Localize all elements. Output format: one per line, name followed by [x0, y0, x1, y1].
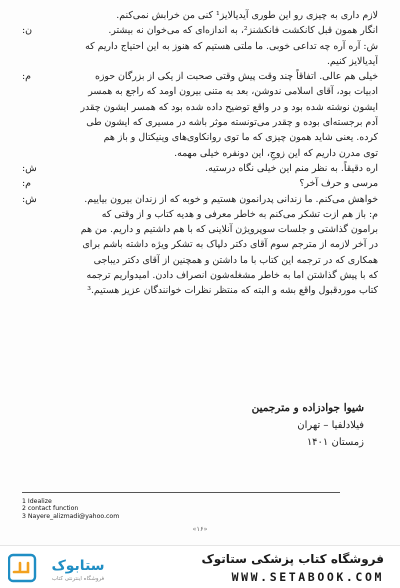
- setabook-logo-icon: [8, 552, 120, 584]
- text-line: خیلی هم عالی. اتفاقاً چند وقت پیش وقتی صحبت از یکی از بزرگان حوزه: [94, 71, 378, 83]
- signature-block: [164, 400, 364, 451]
- footnote-divider: [22, 492, 340, 493]
- page-number: «۱۶»: [192, 525, 208, 533]
- logo-tagline: فروشگاه اینترنتی کتاب: [51, 576, 105, 582]
- footnotes: [22, 498, 222, 520]
- speaker-label: ش:: [22, 193, 37, 205]
- text-line: اره دقیقاً. به نظر منم این خیلی نگاه درستیه.: [205, 162, 378, 174]
- dialogue-text: [22, 8, 378, 299]
- text-line: همکاری که در ترجمه این کتاب با ما داشتن و همچنین از آقای دکتر دیباجی: [93, 254, 378, 266]
- setabook-logo[interactable]: [8, 552, 120, 584]
- dialogue-paragraph: [22, 8, 378, 23]
- text-line: که با پیش گذاشتن اما به خاطر مشغله‌شون انصراف دادن. امیدواریم ترجمه: [86, 270, 378, 282]
- dialogue-paragraph: [22, 192, 378, 299]
- text-line: آیدیالایز کنیم.: [326, 55, 378, 67]
- footnote-3: 3 Nayere_alizmadi@yahoo.com: [22, 512, 120, 520]
- footnote-2: 2 contact function: [22, 505, 79, 513]
- text-line: م: باز هم ازت تشکر می‌کنم به خاطر معرفی و هدیه کتاب و از وقتی که: [101, 208, 378, 220]
- speaker-label: ش:: [22, 162, 37, 174]
- dialogue-paragraph: [22, 69, 378, 161]
- shop-banner: [0, 545, 400, 588]
- dialogue-paragraph: [22, 39, 378, 70]
- text-line: مرسی و حرف آخر؟: [299, 178, 378, 190]
- footnote-1: 1 Idealize: [22, 498, 52, 505]
- signature-place: فیلادلفیا – تهران: [297, 420, 364, 431]
- logo-wordmark: ستابوک: [51, 558, 105, 574]
- text-line: لازم داری به چیزی رو این طوری آیدیالایز¹ کنی من خرابش نمی‌کنم.: [116, 10, 378, 21]
- dialogue-paragraph: [22, 23, 378, 38]
- text-line: آدم برجسته‌ای بوده و چقدر می‌تونسته موثر باشه در مسیری که ایشون طی: [86, 117, 378, 129]
- text-line: ش: آره آره چه تداعی خوبی. ما ملتی هستیم که هنوز به این احتیاج داریم که: [85, 40, 378, 52]
- text-line: کتاب موردقبول واقع بشه و البته که منتظر نظرات خوانندگان عزیز هستیم.³: [87, 285, 378, 297]
- text-line: توی مدرن داریم که این زوجِ، این دونفره خیلی مهمه.: [174, 147, 378, 159]
- speaker-label: ن:: [22, 25, 33, 37]
- text-line: کرده. یعنی شاید همون چیزی که ما توی روانکاوی‌های وینیکتال و باز هم: [103, 132, 378, 144]
- speaker-label: م:: [22, 178, 31, 190]
- text-line: برامون گذاشتی و جلسات سوپرویژن آنلاینی که با هم داشتیم و داریم. من هم: [80, 224, 378, 236]
- shop-name: فروشگاه کتاب پزشکی ستاتوک: [201, 552, 384, 566]
- dialogue-paragraph: [22, 161, 378, 176]
- shop-url[interactable]: WWW.SETABOOK.COM: [231, 570, 384, 584]
- text-line: ادبیات بود، آقای اسلامی ندوشن، بعد به متنی بیرون اومد که راجع به همسر: [88, 86, 378, 98]
- dialogue-paragraph: [22, 176, 378, 191]
- signature-date: زمستان ۱۴۰۱: [306, 437, 364, 448]
- speaker-label: م:: [22, 71, 31, 83]
- text-line: انگار همون قبل کانکشت فانکشنز²، به اندازه‌ای که می‌خوان نه بیشتر.: [108, 25, 378, 37]
- signature-name: شیوا جوادزاده و مترجمین: [251, 402, 364, 414]
- text-line: در آخر لازمه از مترجم سوم آقای دکتر دلپاک به تشکر ویژه داشته باشم برای: [82, 239, 378, 251]
- text-line: خواهش می‌کنم. ما زندانی پدرانمون هستیم و خوبه که از زندان بیرون بیاییم.: [84, 193, 378, 205]
- text-line: ایشون نوشته شده بود و در واقع توضیح داده شده بود که همسر ایشون چقدر: [80, 101, 378, 113]
